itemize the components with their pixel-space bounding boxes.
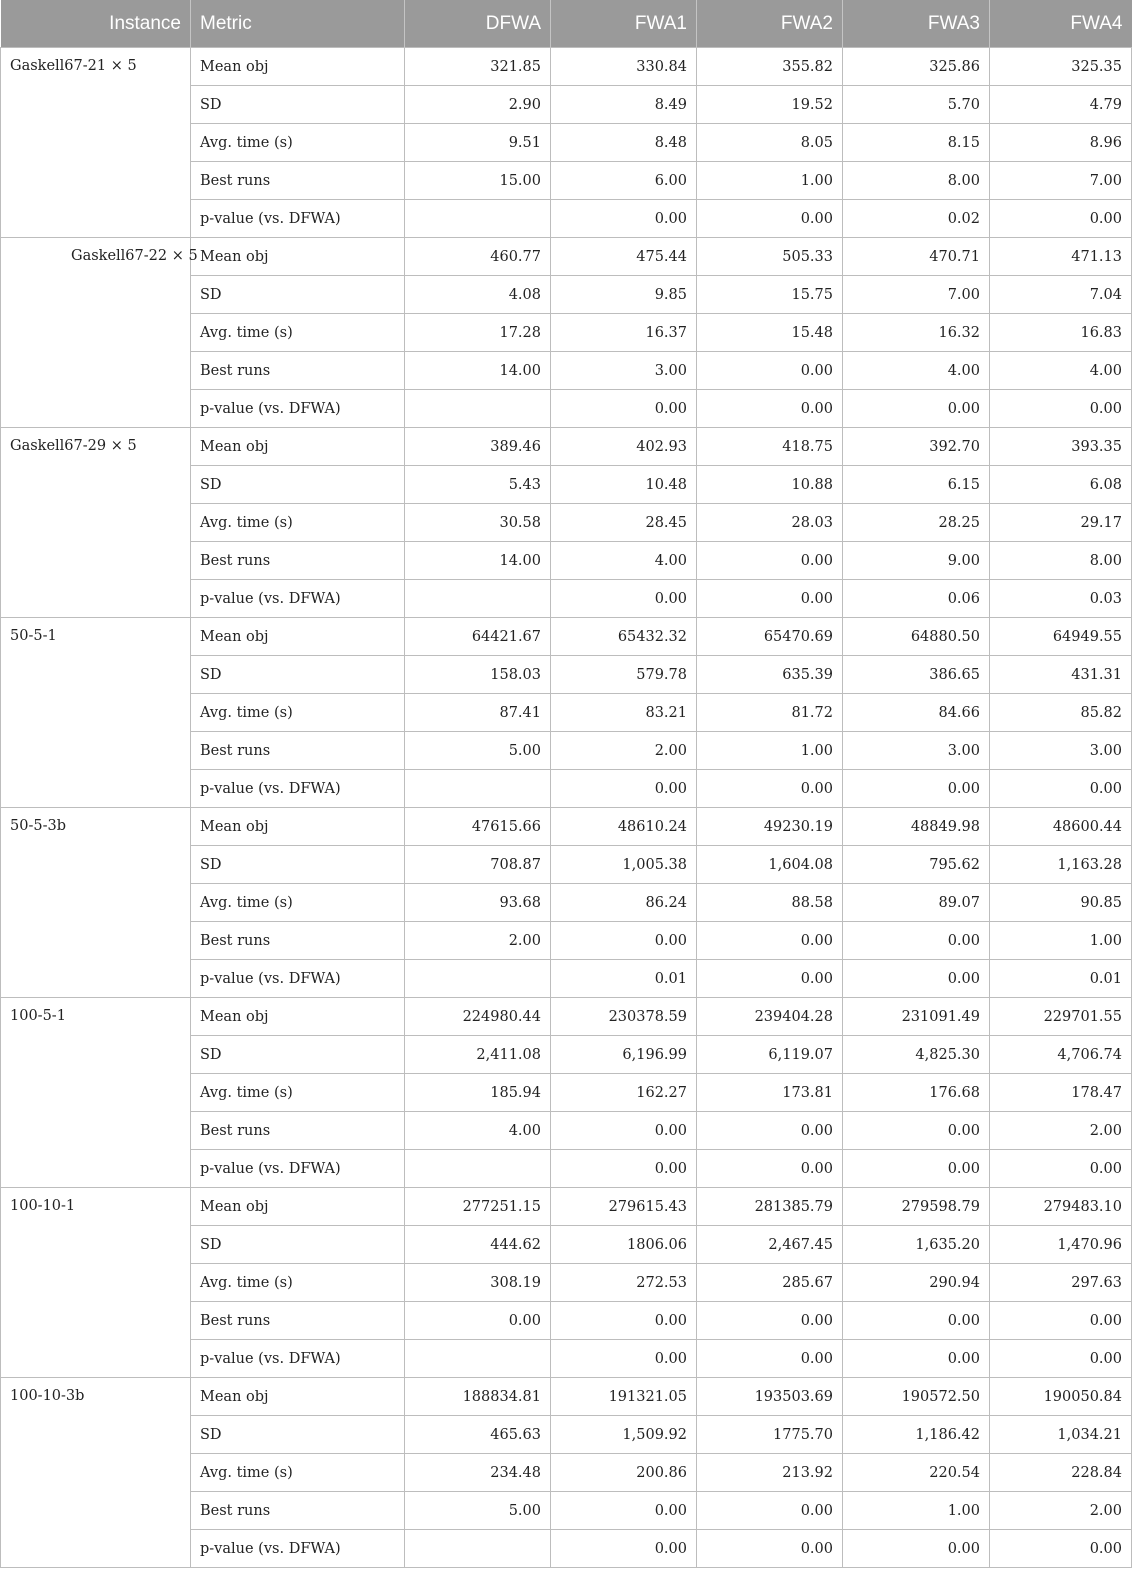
value-cell-fwa2: 1.00 xyxy=(697,162,843,200)
metric-cell: SD xyxy=(191,86,405,124)
value-cell-fwa2: 635.39 xyxy=(697,656,843,694)
value-cell-fwa3: 392.70 xyxy=(843,428,990,466)
metric-cell: p-value (vs. DFWA) xyxy=(191,960,405,998)
metric-cell: SD xyxy=(191,846,405,884)
value-cell-fwa4: 29.17 xyxy=(990,504,1132,542)
value-cell-fwa3: 4.00 xyxy=(843,352,990,390)
value-cell-dfwa xyxy=(405,1340,551,1378)
value-cell-fwa3: 3.00 xyxy=(843,732,990,770)
metric-cell: p-value (vs. DFWA) xyxy=(191,390,405,428)
table-row xyxy=(1,998,1132,1036)
value-cell-fwa1: 272.53 xyxy=(551,1264,697,1302)
value-cell-fwa2: 193503.69 xyxy=(697,1378,843,1416)
metric-cell: Mean obj xyxy=(191,1188,405,1226)
instance-cell: Gaskell67-21 × 5 xyxy=(1,48,191,238)
value-cell-fwa4: 2.00 xyxy=(990,1492,1132,1530)
value-cell-dfwa: 0.00 xyxy=(405,1302,551,1340)
instance-cell: 100-5-1 xyxy=(1,998,191,1188)
value-cell-fwa2: 2,467.45 xyxy=(697,1226,843,1264)
value-cell-fwa4: 229701.55 xyxy=(990,998,1132,1036)
value-cell-fwa2: 355.82 xyxy=(697,48,843,86)
value-cell-fwa4: 325.35 xyxy=(990,48,1132,86)
value-cell-fwa2: 0.00 xyxy=(697,542,843,580)
value-cell-fwa3: 290.94 xyxy=(843,1264,990,1302)
value-cell-dfwa: 30.58 xyxy=(405,504,551,542)
instance-cell: Gaskell67-29 × 5 xyxy=(1,428,191,618)
value-cell-fwa2: 1.00 xyxy=(697,732,843,770)
metric-cell: Best runs xyxy=(191,1112,405,1150)
value-cell-fwa4: 48600.44 xyxy=(990,808,1132,846)
value-cell-fwa1: 6.00 xyxy=(551,162,697,200)
metric-cell: Mean obj xyxy=(191,238,405,276)
col-header-fwa1: FWA1 xyxy=(551,0,697,48)
value-cell-fwa4: 0.00 xyxy=(990,770,1132,808)
metric-cell: Best runs xyxy=(191,162,405,200)
value-cell-dfwa: 14.00 xyxy=(405,542,551,580)
value-cell-fwa3: 190572.50 xyxy=(843,1378,990,1416)
value-cell-fwa1: 1,509.92 xyxy=(551,1416,697,1454)
value-cell-fwa1: 0.00 xyxy=(551,1112,697,1150)
value-cell-fwa4: 7.00 xyxy=(990,162,1132,200)
value-cell-fwa4: 8.96 xyxy=(990,124,1132,162)
value-cell-fwa3: 1,635.20 xyxy=(843,1226,990,1264)
value-cell-dfwa: 224980.44 xyxy=(405,998,551,1036)
value-cell-dfwa: 47615.66 xyxy=(405,808,551,846)
value-cell-fwa4: 1,034.21 xyxy=(990,1416,1132,1454)
value-cell-fwa4: 1,470.96 xyxy=(990,1226,1132,1264)
value-cell-fwa4: 90.85 xyxy=(990,884,1132,922)
value-cell-dfwa: 4.08 xyxy=(405,276,551,314)
value-cell-fwa3: 5.70 xyxy=(843,86,990,124)
metric-cell: Avg. time (s) xyxy=(191,504,405,542)
value-cell-dfwa xyxy=(405,200,551,238)
instance-cell: 50-5-3b xyxy=(1,808,191,998)
value-cell-dfwa: 93.68 xyxy=(405,884,551,922)
value-cell-fwa4: 4,706.74 xyxy=(990,1036,1132,1074)
value-cell-dfwa: 14.00 xyxy=(405,352,551,390)
value-cell-fwa1: 0.00 xyxy=(551,1340,697,1378)
value-cell-dfwa: 17.28 xyxy=(405,314,551,352)
metric-cell: p-value (vs. DFWA) xyxy=(191,200,405,238)
metric-cell: p-value (vs. DFWA) xyxy=(191,580,405,618)
value-cell-fwa4: 0.01 xyxy=(990,960,1132,998)
value-cell-dfwa: 15.00 xyxy=(405,162,551,200)
value-cell-fwa4: 0.00 xyxy=(990,200,1132,238)
table-row xyxy=(1,48,1132,86)
value-cell-fwa4: 178.47 xyxy=(990,1074,1132,1112)
value-cell-fwa2: 88.58 xyxy=(697,884,843,922)
value-cell-fwa3: 28.25 xyxy=(843,504,990,542)
value-cell-fwa3: 231091.49 xyxy=(843,998,990,1036)
value-cell-dfwa: 708.87 xyxy=(405,846,551,884)
metric-cell: Mean obj xyxy=(191,618,405,656)
value-cell-fwa3: 0.00 xyxy=(843,1340,990,1378)
value-cell-fwa2: 281385.79 xyxy=(697,1188,843,1226)
metric-cell: p-value (vs. DFWA) xyxy=(191,1340,405,1378)
value-cell-fwa3: 795.62 xyxy=(843,846,990,884)
metric-cell: Mean obj xyxy=(191,48,405,86)
value-cell-fwa1: 279615.43 xyxy=(551,1188,697,1226)
table-row xyxy=(1,238,1132,276)
value-cell-fwa4: 64949.55 xyxy=(990,618,1132,656)
value-cell-dfwa: 389.46 xyxy=(405,428,551,466)
value-cell-fwa3: 279598.79 xyxy=(843,1188,990,1226)
value-cell-dfwa xyxy=(405,960,551,998)
value-cell-fwa2: 0.00 xyxy=(697,1302,843,1340)
col-header-metric: Metric xyxy=(191,0,405,48)
value-cell-fwa3: 8.15 xyxy=(843,124,990,162)
value-cell-dfwa xyxy=(405,770,551,808)
value-cell-dfwa: 5.00 xyxy=(405,732,551,770)
value-cell-fwa4: 0.00 xyxy=(990,1340,1132,1378)
value-cell-dfwa: 234.48 xyxy=(405,1454,551,1492)
value-cell-fwa2: 1775.70 xyxy=(697,1416,843,1454)
value-cell-fwa2: 239404.28 xyxy=(697,998,843,1036)
value-cell-dfwa: 185.94 xyxy=(405,1074,551,1112)
value-cell-dfwa: 444.62 xyxy=(405,1226,551,1264)
value-cell-fwa3: 1,186.42 xyxy=(843,1416,990,1454)
instance-cell: 100-10-1 xyxy=(1,1188,191,1378)
value-cell-fwa3: 0.00 xyxy=(843,1530,990,1568)
value-cell-fwa4: 0.03 xyxy=(990,580,1132,618)
metric-cell: p-value (vs. DFWA) xyxy=(191,1150,405,1188)
value-cell-fwa2: 213.92 xyxy=(697,1454,843,1492)
value-cell-fwa3: 64880.50 xyxy=(843,618,990,656)
value-cell-fwa2: 0.00 xyxy=(697,1112,843,1150)
metric-cell: SD xyxy=(191,466,405,504)
value-cell-fwa3: 470.71 xyxy=(843,238,990,276)
metric-cell: Mean obj xyxy=(191,1378,405,1416)
value-cell-dfwa: 2.90 xyxy=(405,86,551,124)
value-cell-fwa1: 0.00 xyxy=(551,200,697,238)
value-cell-fwa1: 86.24 xyxy=(551,884,697,922)
value-cell-fwa4: 8.00 xyxy=(990,542,1132,580)
metric-cell: Avg. time (s) xyxy=(191,1454,405,1492)
value-cell-dfwa: 87.41 xyxy=(405,694,551,732)
value-cell-dfwa: 9.51 xyxy=(405,124,551,162)
metric-cell: Best runs xyxy=(191,1302,405,1340)
value-cell-fwa2: 8.05 xyxy=(697,124,843,162)
value-cell-fwa2: 0.00 xyxy=(697,580,843,618)
value-cell-fwa1: 402.93 xyxy=(551,428,697,466)
table-header xyxy=(1,0,1132,48)
col-header-fwa3: FWA3 xyxy=(843,0,990,48)
table-body xyxy=(1,48,1132,1568)
value-cell-fwa1: 0.00 xyxy=(551,580,697,618)
value-cell-fwa4: 0.00 xyxy=(990,390,1132,428)
value-cell-fwa1: 1806.06 xyxy=(551,1226,697,1264)
value-cell-fwa1: 8.49 xyxy=(551,86,697,124)
value-cell-dfwa: 5.00 xyxy=(405,1492,551,1530)
value-cell-fwa3: 0.06 xyxy=(843,580,990,618)
value-cell-dfwa xyxy=(405,390,551,428)
metric-cell: Avg. time (s) xyxy=(191,694,405,732)
value-cell-fwa1: 16.37 xyxy=(551,314,697,352)
value-cell-fwa4: 431.31 xyxy=(990,656,1132,694)
value-cell-fwa1: 0.00 xyxy=(551,1150,697,1188)
value-cell-fwa2: 6,119.07 xyxy=(697,1036,843,1074)
value-cell-fwa2: 0.00 xyxy=(697,1530,843,1568)
value-cell-dfwa xyxy=(405,1530,551,1568)
value-cell-fwa1: 0.00 xyxy=(551,390,697,428)
value-cell-dfwa: 2,411.08 xyxy=(405,1036,551,1074)
value-cell-fwa2: 49230.19 xyxy=(697,808,843,846)
metric-cell: Mean obj xyxy=(191,998,405,1036)
value-cell-fwa3: 48849.98 xyxy=(843,808,990,846)
value-cell-dfwa: 158.03 xyxy=(405,656,551,694)
value-cell-fwa1: 65432.32 xyxy=(551,618,697,656)
value-cell-fwa1: 10.48 xyxy=(551,466,697,504)
metric-cell: Best runs xyxy=(191,352,405,390)
value-cell-dfwa: 465.63 xyxy=(405,1416,551,1454)
value-cell-fwa4: 4.79 xyxy=(990,86,1132,124)
metric-cell: Avg. time (s) xyxy=(191,1074,405,1112)
value-cell-fwa4: 279483.10 xyxy=(990,1188,1132,1226)
value-cell-fwa4: 393.35 xyxy=(990,428,1132,466)
value-cell-fwa1: 1,005.38 xyxy=(551,846,697,884)
value-cell-fwa4: 471.13 xyxy=(990,238,1132,276)
value-cell-fwa2: 0.00 xyxy=(697,352,843,390)
value-cell-fwa2: 0.00 xyxy=(697,1150,843,1188)
value-cell-fwa2: 0.00 xyxy=(697,1492,843,1530)
value-cell-fwa1: 475.44 xyxy=(551,238,697,276)
value-cell-dfwa: 188834.81 xyxy=(405,1378,551,1416)
value-cell-fwa4: 0.00 xyxy=(990,1150,1132,1188)
metric-cell: p-value (vs. DFWA) xyxy=(191,1530,405,1568)
col-header-dfwa: DFWA xyxy=(405,0,551,48)
value-cell-fwa3: 0.00 xyxy=(843,1150,990,1188)
value-cell-dfwa: 2.00 xyxy=(405,922,551,960)
metric-cell: SD xyxy=(191,1036,405,1074)
metric-cell: Best runs xyxy=(191,732,405,770)
table-row xyxy=(1,808,1132,846)
value-cell-fwa4: 4.00 xyxy=(990,352,1132,390)
value-cell-fwa1: 191321.05 xyxy=(551,1378,697,1416)
value-cell-fwa3: 8.00 xyxy=(843,162,990,200)
value-cell-fwa1: 28.45 xyxy=(551,504,697,542)
value-cell-dfwa xyxy=(405,580,551,618)
value-cell-fwa3: 0.00 xyxy=(843,960,990,998)
value-cell-fwa4: 6.08 xyxy=(990,466,1132,504)
value-cell-fwa2: 0.00 xyxy=(697,922,843,960)
value-cell-fwa1: 0.00 xyxy=(551,1530,697,1568)
value-cell-dfwa: 321.85 xyxy=(405,48,551,86)
value-cell-fwa3: 0.02 xyxy=(843,200,990,238)
value-cell-fwa2: 19.52 xyxy=(697,86,843,124)
value-cell-dfwa: 277251.15 xyxy=(405,1188,551,1226)
value-cell-fwa3: 325.86 xyxy=(843,48,990,86)
value-cell-fwa3: 0.00 xyxy=(843,1112,990,1150)
metric-cell: Avg. time (s) xyxy=(191,884,405,922)
metric-cell: p-value (vs. DFWA) xyxy=(191,770,405,808)
value-cell-fwa2: 15.48 xyxy=(697,314,843,352)
metric-cell: Mean obj xyxy=(191,808,405,846)
value-cell-dfwa: 4.00 xyxy=(405,1112,551,1150)
metric-cell: Best runs xyxy=(191,1492,405,1530)
metric-cell: SD xyxy=(191,656,405,694)
value-cell-fwa3: 0.00 xyxy=(843,922,990,960)
value-cell-fwa4: 2.00 xyxy=(990,1112,1132,1150)
instance-cell: 50-5-1 xyxy=(1,618,191,808)
value-cell-fwa2: 0.00 xyxy=(697,1340,843,1378)
value-cell-fwa3: 0.00 xyxy=(843,770,990,808)
value-cell-fwa1: 0.01 xyxy=(551,960,697,998)
value-cell-fwa1: 579.78 xyxy=(551,656,697,694)
value-cell-fwa1: 2.00 xyxy=(551,732,697,770)
value-cell-fwa3: 386.65 xyxy=(843,656,990,694)
value-cell-fwa3: 176.68 xyxy=(843,1074,990,1112)
header-row xyxy=(1,0,1132,48)
instance-cell: 100-10-3b xyxy=(1,1378,191,1568)
value-cell-fwa4: 1,163.28 xyxy=(990,846,1132,884)
value-cell-fwa3: 6.15 xyxy=(843,466,990,504)
metric-cell: Best runs xyxy=(191,922,405,960)
value-cell-dfwa: 308.19 xyxy=(405,1264,551,1302)
value-cell-fwa3: 89.07 xyxy=(843,884,990,922)
value-cell-fwa1: 330.84 xyxy=(551,48,697,86)
metric-cell: Mean obj xyxy=(191,428,405,466)
value-cell-fwa3: 84.66 xyxy=(843,694,990,732)
value-cell-fwa3: 0.00 xyxy=(843,1302,990,1340)
value-cell-fwa4: 85.82 xyxy=(990,694,1132,732)
value-cell-fwa2: 28.03 xyxy=(697,504,843,542)
value-cell-fwa1: 83.21 xyxy=(551,694,697,732)
value-cell-dfwa xyxy=(405,1150,551,1188)
value-cell-fwa3: 220.54 xyxy=(843,1454,990,1492)
col-header-fwa2: FWA2 xyxy=(697,0,843,48)
metric-cell: SD xyxy=(191,276,405,314)
value-cell-fwa4: 7.04 xyxy=(990,276,1132,314)
value-cell-fwa2: 81.72 xyxy=(697,694,843,732)
value-cell-fwa1: 4.00 xyxy=(551,542,697,580)
value-cell-fwa3: 0.00 xyxy=(843,390,990,428)
metric-cell: SD xyxy=(191,1416,405,1454)
value-cell-fwa1: 48610.24 xyxy=(551,808,697,846)
value-cell-fwa2: 1,604.08 xyxy=(697,846,843,884)
metric-cell: Best runs xyxy=(191,542,405,580)
value-cell-dfwa: 460.77 xyxy=(405,238,551,276)
value-cell-fwa1: 3.00 xyxy=(551,352,697,390)
value-cell-fwa2: 418.75 xyxy=(697,428,843,466)
value-cell-fwa1: 0.00 xyxy=(551,770,697,808)
col-header-fwa4: FWA4 xyxy=(990,0,1132,48)
value-cell-fwa2: 0.00 xyxy=(697,960,843,998)
value-cell-fwa3: 4,825.30 xyxy=(843,1036,990,1074)
metric-cell: SD xyxy=(191,1226,405,1264)
value-cell-fwa3: 7.00 xyxy=(843,276,990,314)
table-row xyxy=(1,618,1132,656)
value-cell-fwa2: 10.88 xyxy=(697,466,843,504)
value-cell-fwa2: 505.33 xyxy=(697,238,843,276)
value-cell-fwa4: 1.00 xyxy=(990,922,1132,960)
value-cell-fwa4: 3.00 xyxy=(990,732,1132,770)
col-header-instance: Instance xyxy=(1,0,191,48)
metric-cell: Avg. time (s) xyxy=(191,314,405,352)
table-row xyxy=(1,1188,1132,1226)
value-cell-dfwa: 5.43 xyxy=(405,466,551,504)
value-cell-fwa2: 173.81 xyxy=(697,1074,843,1112)
value-cell-fwa1: 6,196.99 xyxy=(551,1036,697,1074)
value-cell-fwa2: 15.75 xyxy=(697,276,843,314)
value-cell-fwa4: 0.00 xyxy=(990,1530,1132,1568)
value-cell-fwa1: 9.85 xyxy=(551,276,697,314)
table-row xyxy=(1,428,1132,466)
value-cell-fwa4: 297.63 xyxy=(990,1264,1132,1302)
value-cell-fwa4: 0.00 xyxy=(990,1302,1132,1340)
value-cell-fwa2: 0.00 xyxy=(697,200,843,238)
value-cell-fwa1: 0.00 xyxy=(551,1302,697,1340)
value-cell-fwa2: 65470.69 xyxy=(697,618,843,656)
value-cell-fwa1: 230378.59 xyxy=(551,998,697,1036)
value-cell-fwa1: 200.86 xyxy=(551,1454,697,1492)
value-cell-fwa3: 9.00 xyxy=(843,542,990,580)
value-cell-fwa1: 0.00 xyxy=(551,922,697,960)
value-cell-fwa2: 0.00 xyxy=(697,770,843,808)
metric-cell: Avg. time (s) xyxy=(191,124,405,162)
value-cell-fwa1: 162.27 xyxy=(551,1074,697,1112)
value-cell-fwa3: 1.00 xyxy=(843,1492,990,1530)
instance-cell: Gaskell67-22 × 5 xyxy=(1,238,191,428)
table-row xyxy=(1,1378,1132,1416)
metric-cell: Avg. time (s) xyxy=(191,1264,405,1302)
value-cell-fwa4: 228.84 xyxy=(990,1454,1132,1492)
value-cell-fwa4: 190050.84 xyxy=(990,1378,1132,1416)
value-cell-fwa2: 0.00 xyxy=(697,390,843,428)
value-cell-dfwa: 64421.67 xyxy=(405,618,551,656)
value-cell-fwa4: 16.83 xyxy=(990,314,1132,352)
value-cell-fwa1: 0.00 xyxy=(551,1492,697,1530)
value-cell-fwa3: 16.32 xyxy=(843,314,990,352)
value-cell-fwa2: 285.67 xyxy=(697,1264,843,1302)
value-cell-fwa1: 8.48 xyxy=(551,124,697,162)
